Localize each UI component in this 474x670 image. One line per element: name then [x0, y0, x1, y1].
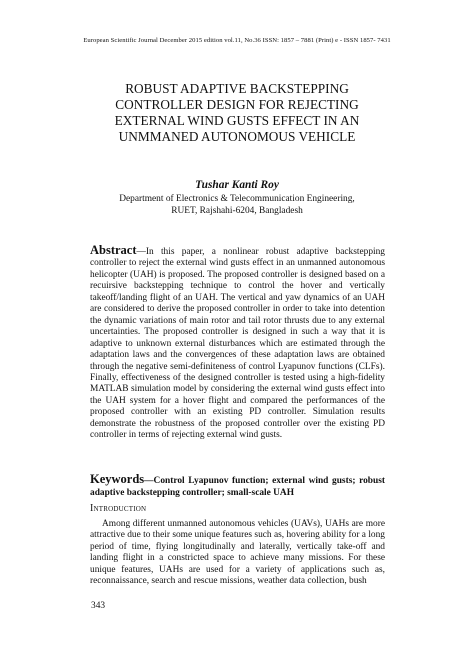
abstract-label: Abstract — [90, 243, 137, 257]
journal-header: European Scientific Journal December 2015 edition vol.11, No.36 ISSN: 1857 – 7881 (Print) e - ISSN 1857- 7431 — [83, 37, 391, 44]
keywords — [90, 473, 385, 499]
abstract-dash: — — [136, 247, 146, 257]
title-line: CONTROLLER DESIGN FOR REJECTING — [115, 97, 359, 112]
introduction-paragraph: Among different unmanned autonomous vehicles (UAVs), UAHs are more attractive due to their some unique features such as, hovering ability for a long period of time, flying longitudinally and laterally, vertically take-off and landing flight in a constricted space to achieve many missions. For these unique features, UAHs are used for a variety of applications such as, reconnaissance, search and rescue missions, weather data collection, bush — [90, 519, 385, 587]
keywords-text: Control Lyapunov function; external wind gusts; robust adaptive backstepping controller; small-scale UAH — [90, 476, 385, 498]
title-line: EXTERNAL WIND GUSTS EFFECT IN AN — [114, 113, 360, 128]
title-line: ROBUST ADAPTIVE BACKSTEPPING — [125, 81, 349, 96]
abstract — [90, 245, 385, 442]
keywords-label: Keywords — [90, 472, 145, 486]
section-heading-introduction: Introduction — [90, 503, 147, 514]
title-line: UNMMANED AUTONOMOUS VEHICLE — [118, 129, 356, 144]
author-name: Tushar Kanti Roy — [195, 179, 279, 191]
paper-title — [40, 81, 434, 145]
author-affiliation — [0, 193, 474, 217]
keywords-dash: — — [144, 476, 154, 486]
page-number: 343 — [91, 601, 106, 611]
abstract-text: In this paper, a nonlinear robust adaptive backstepping controller to reject the external wind gusts effect in an unmanned autonomous helicopter (UAH) is proposed. The proposed controller is designed based on a recuirsive backstepping technique to control the hover and vertically takeoff/landing flight of an UAH. The vertical and yaw dynamics of an UAH are considered to derive the proposed controller in order to take into detention the dynamic variations of main rotor and tail rotor thrusts due to any external uncertainties. The proposed controller is designed in such a way that it is adaptive to unknown external disturbances which are estimated through the adaptation laws and the convergences of these adaptation laws are obtained through the negative semi-definiteness of control Lyapunov functions (CLFs). Finally, effectiveness of the designed controller is tested using a high-fidelity MATLAB simulation model by considering the external wind gusts effect into the UAH system for a hover flight and compared the performances of the proposed controller with an existing PD controller. Simulation results demonstrate the robustness of the proposed controller over the existing PD controller in terms of rejecting external wind gusts. — [90, 247, 385, 441]
affiliation-line: RUET, Rajshahi-6204, Bangladesh — [171, 206, 303, 216]
affiliation-line: Department of Electronics & Telecommunication Engineering, — [119, 194, 355, 204]
